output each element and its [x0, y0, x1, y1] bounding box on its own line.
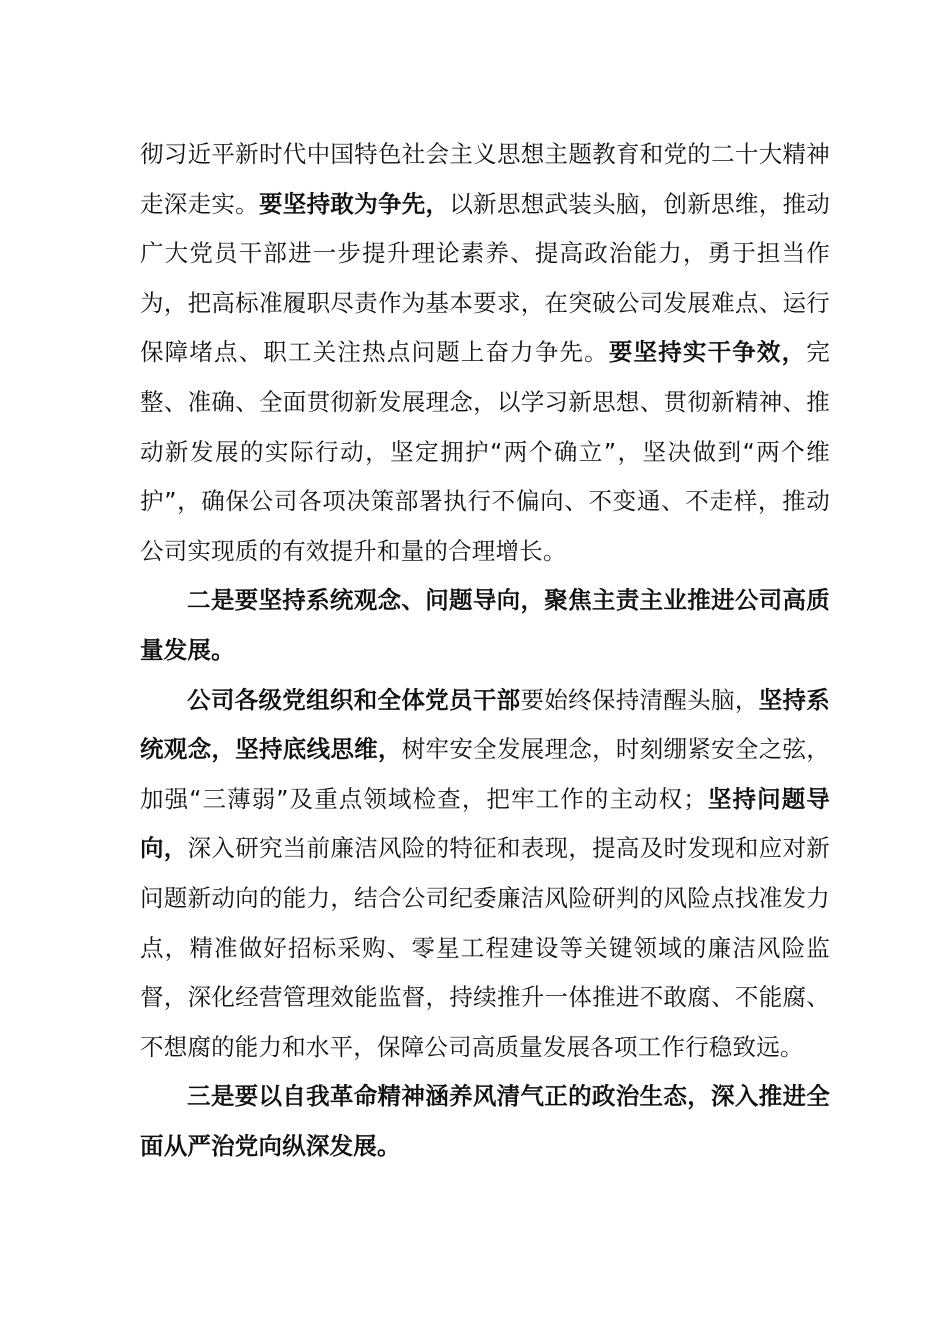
bold-text-run: 要坚持实干争效， — [608, 338, 807, 367]
text-run: 深入研究当前廉洁风险的特征和表现，提高及时发现和应对新问题新动向的能力，结合公司纪委廉洁风险研判的风险点找准发力点，精准做好招标采购、零星工程建设等关键领域的廉洁风险监督，深化经营管理效能监督，持续推升一体推进不敢腐、不能腐、不想腐的能力和水平，保障公司高质量发展各项工作行稳致远。 — [140, 834, 830, 1061]
text-run: 完整、准确、全面贯彻新发展理念，以学习新思想、贯彻新精神、推动新发展的实际行动，坚定拥护“两个确立”，坚决做到“两个维护”，确保公司各项决策部署执行不偏向、不变通、不走样，推动公司实现质的有效提升和量的合理增长。 — [140, 338, 830, 565]
bold-text-run: 二是要坚持系统观念、问题导向，聚焦主责主业推进公司高质量发展。 — [140, 586, 830, 664]
section-heading-three — [140, 1072, 830, 1171]
text-run: 要始终保持清醒头脑， — [520, 685, 759, 714]
bold-text-run: 要坚持敢为争先， — [258, 189, 450, 218]
bold-text-run: 公司各级党组织和全体党员干部 — [187, 685, 521, 714]
text-run: 彻习近平新时代中国特色社会主义思想主题教育和党的二十大精神走深走实。 — [140, 140, 830, 218]
paragraph-continuation — [140, 130, 830, 576]
paragraph-body — [140, 676, 830, 1073]
section-heading-two — [140, 576, 830, 675]
bold-text-run: 三是要以自我革命精神涵养风清气正的政治生态，深入推进全面从严治党向纵深发展。 — [140, 1082, 830, 1160]
text-run: 树牢安全发展理念，时刻绷紧安全之弦，加强“三薄弱”及重点领域检查，把牢工作的主动权； — [140, 735, 830, 813]
document-body — [140, 130, 830, 1171]
bold-text-run: 坚持问题导向， — [140, 784, 830, 863]
bold-text-run: 坚持系统观念，坚持底线思维， — [140, 685, 830, 764]
text-run: 以新思想武装头脑，创新思维，推动广大党员干部进一步提升理论素养、提高政治能力，勇于担当作为，把高标准履职尽责作为基本要求，在突破公司发展难点、运行保障堵点、职工关注热点问题上奋力争先。 — [140, 189, 830, 367]
